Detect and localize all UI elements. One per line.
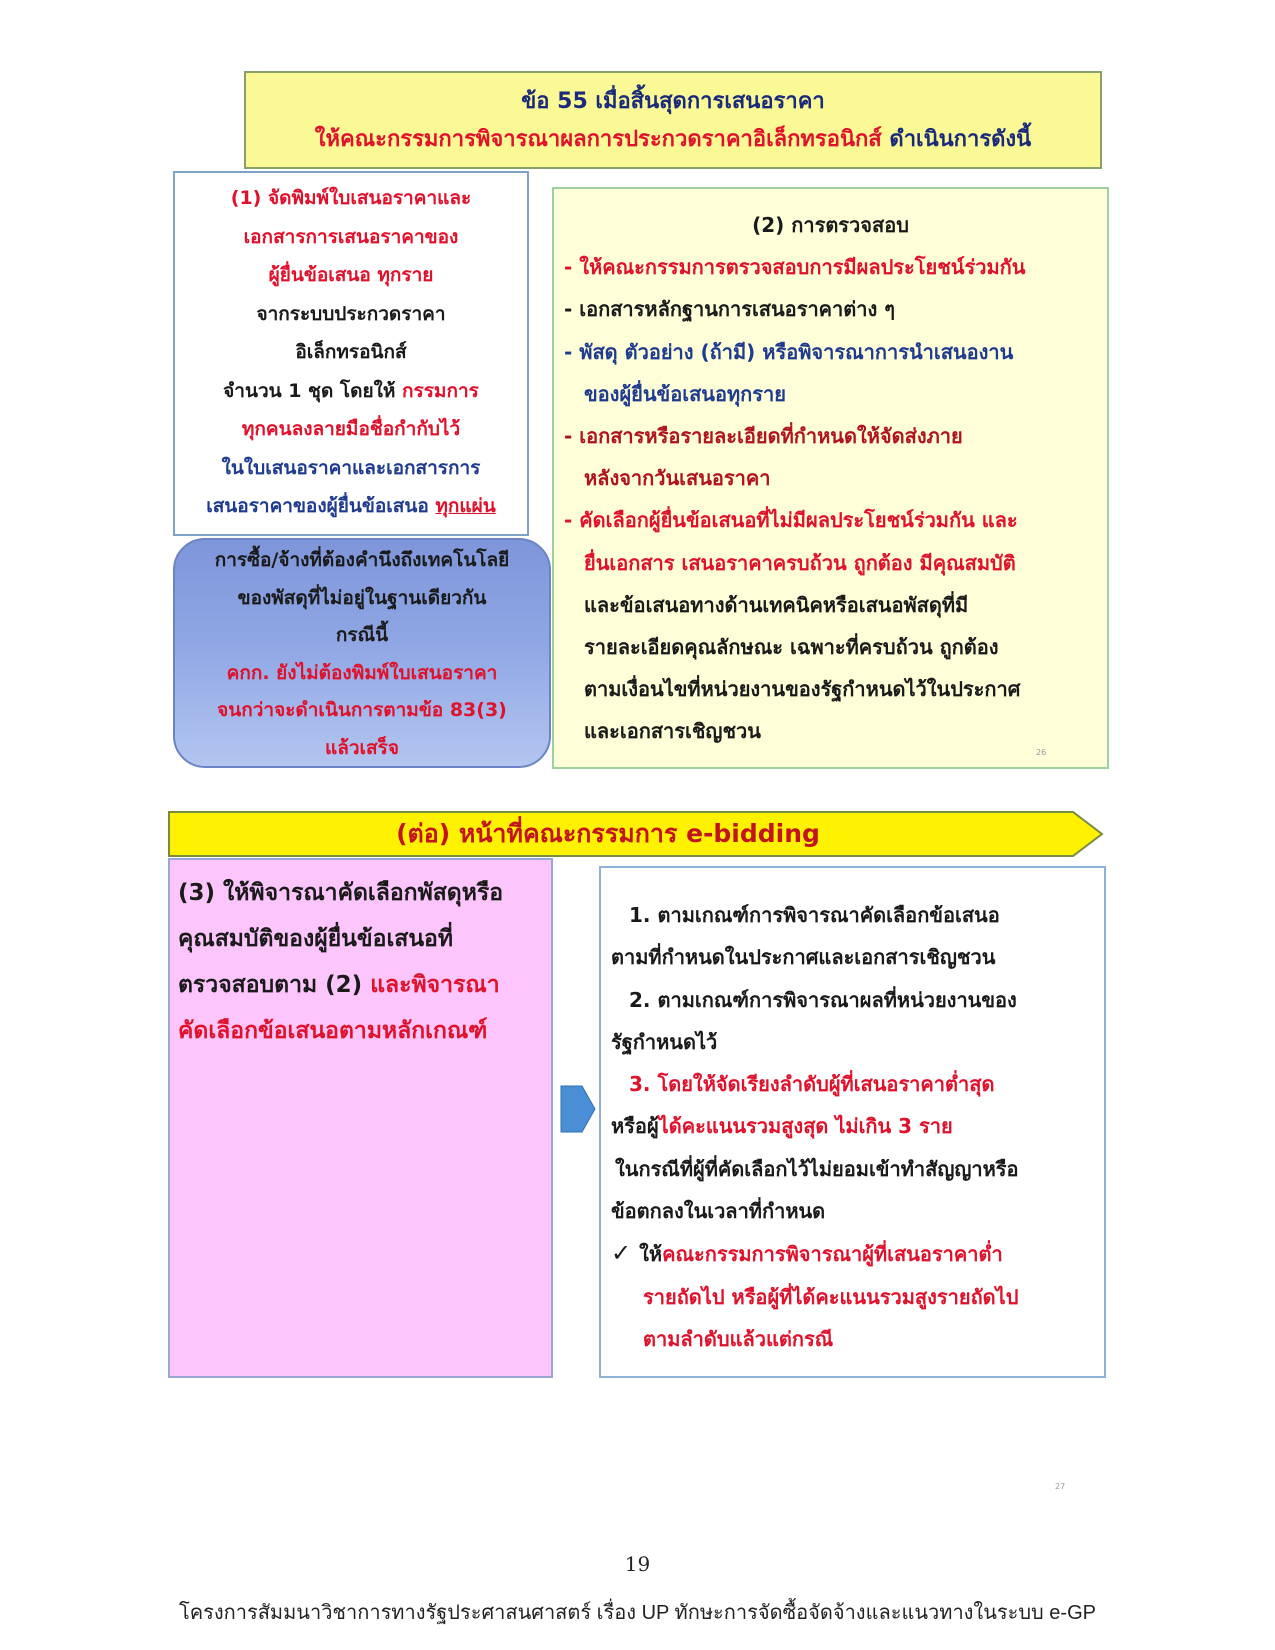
slide1-box1-line4: จากระบบประกวดราคา: [256, 302, 446, 325]
slide2-right-line6: [611, 1105, 1098, 1147]
slide1-box1-line2: เอกสารการเสนอราคาของ: [243, 225, 459, 248]
slide1-box1-line5: อิเล็กทรอนิกส์: [295, 341, 407, 363]
slide1-box2-line5: - เอกสารหรือรายละเอียดที่กำหนดให้จัดส่งภาย: [564, 424, 963, 449]
slide2-right-line1: 1. ตามเกณฑ์การพิจารณาคัดเลือกข้อเสนอ: [629, 903, 1000, 927]
slide1-note-line3: กรณีนี้: [335, 624, 389, 646]
slide1-box1-line8: ในใบเสนอราคาและเอกสารการ: [221, 456, 481, 479]
slide1-box1-line1: (1) จัดพิมพ์ใบเสนอราคาและ: [230, 187, 472, 209]
slide1-title-box: [244, 71, 1102, 169]
slide2-right-line8: ข้อตกลงในเวลาที่กำหนด: [611, 1199, 826, 1224]
slide2-left-line3-b: และพิจารณา: [370, 972, 500, 998]
slide1-box2-line4: ของผู้ยื่นข้อเสนอทุกราย: [584, 381, 786, 406]
slide1-box1-line9-a: เสนอราคาของผู้ยื่นข้อเสนอ: [206, 495, 436, 517]
slide1-inspection-box: [552, 187, 1109, 769]
slide2-pentagon-arrow-icon: [560, 1085, 596, 1133]
slide2-left-line2: คุณสมบัติของผู้ยื่นข้อเสนอที่: [178, 926, 454, 952]
slide1-title-line2-red: ให้คณะกรรมการพิจารณาผลการประกวดราคาอิเล็กทรอนิกส์: [314, 127, 882, 152]
checkmark-icon: ✓: [611, 1239, 632, 1268]
slide1-box1-line3: ผู้ยื่นข้อเสนอ ทุกราย: [268, 264, 434, 286]
slide2-right-line9: [611, 1232, 1098, 1275]
slide1-box1-line7: ทุกคนลงลายมือชื่อกำกับไว้: [241, 418, 461, 440]
slide1-box2-line8: ยื่นเอกสาร เสนอราคาครบถ้วน ถูกต้อง มีคุณสมบัติ: [584, 550, 1016, 575]
slide1-slide-number: 26: [1036, 748, 1047, 757]
slide1-box2-heading: [564, 204, 1097, 246]
slide2-right-line4: รัฐกำหนดไว้: [611, 1029, 718, 1054]
slide1-box2-line11: ตามเงื่อนไขที่หน่วยงานของรัฐกำหนดไว้ในประกาศ: [584, 677, 1021, 702]
slide1-box2-line6: หลังจากวันเสนอราคา: [584, 466, 771, 491]
slide1-note-line4: คกก. ยังไม่ต้องพิมพ์ใบเสนอราคา: [226, 661, 498, 684]
slide1-note-line5: จนกว่าจะดำเนินการตามข้อ 83(3): [217, 699, 507, 721]
slide2-banner-title: (ต่อ) หน้าที่คณะกรรมการ e-bidding: [396, 819, 820, 848]
slide2-right-line3: 2. ตามเกณฑ์การพิจารณาผลที่หน่วยงานของ: [629, 987, 1017, 1012]
slide1-technology-note: [173, 538, 551, 768]
slide1-box2-line10: รายละเอียดคุณลักษณะ เฉพาะที่ครบถ้วน ถูกต้อง: [584, 635, 999, 660]
slide1-box2-line3: - พัสดุ ตัวอย่าง (ถ้ามี) หรือพิจารณาการนำเสนองาน: [564, 339, 1014, 364]
slide2-right-line7: ในกรณีที่ผู้ที่คัดเลือกไว้ไม่ยอมเข้าทำสัญญาหรือ: [615, 1156, 1019, 1181]
slide1-note-line6: แล้วเสร็จ: [325, 736, 399, 759]
slide2-right-line9-a: ให้: [639, 1242, 663, 1267]
slide1-box2-line9: และข้อเสนอทางด้านเทคนิคหรือเสนอพัสดุที่มี: [584, 592, 969, 617]
slide2-left-line3-a: ตรวจสอบตาม (2): [178, 972, 371, 998]
slide1-box1-line9: [175, 487, 527, 526]
slide1-title-line1: ข้อ 55 เมื่อสิ้นสุดการเสนอราคา: [521, 89, 825, 114]
slide1-note-line2: ของพัสดุที่ไม่อยู่ในฐานเดียวกัน: [237, 586, 487, 609]
slide2-right-line6-a: หรือผู้: [611, 1114, 659, 1139]
slide2-right-line10: รายถัดไป หรือผู้ที่ได้คะแนนรวมสูงรายถัดไป: [643, 1284, 1019, 1309]
slide2-selection-box: [168, 858, 553, 1378]
slide1-box2-line2: - เอกสารหลักฐานการเสนอราคาต่าง ๆ: [564, 297, 895, 322]
slide2-right-line6-b: ได้คะแนนรวมสูงสุด ไม่เกิน 3 ราย: [658, 1114, 953, 1139]
slide2-left-line3: [178, 962, 551, 1008]
slide2-slide-number: 27: [1055, 1482, 1066, 1491]
slide1-box2-line12: และเอกสารเชิญชวน: [584, 719, 761, 744]
slide1-box2-line1: - ให้คณะกรรมการตรวจสอบการมีผลประโยชน์ร่วมกัน: [564, 255, 1026, 280]
slide1-box1-line9-b: ทุกแผ่น: [435, 495, 496, 517]
slide2-right-line2: ตามที่กำหนดในประกาศและเอกสารเชิญชวน: [611, 945, 996, 970]
slide2-right-line9-b: คณะกรรมการพิจารณาผู้ที่เสนอราคาต่ำ: [662, 1242, 1003, 1267]
slide2-left-line1: (3) ให้พิจารณาคัดเลือกพัสดุหรือ: [178, 880, 504, 906]
page-number: 19: [624, 1552, 651, 1576]
slide2-right-line5: 3. โดยให้จัดเรียงลำดับผู้ที่เสนอราคาต่ำสุด: [629, 1072, 995, 1097]
slide2-right-line11: ตามลำดับแล้วแต่กรณี: [643, 1326, 834, 1351]
page-footer: โครงการสัมมนาวิชาการทางรัฐประศาสนศาสตร์ เรื่อง UP ทักษะการจัดซื้อจัดจ้างและแนวทางในระบบ e-GP: [179, 1602, 1096, 1624]
slide1-title-line2-navy: ดำเนินการดังนี้: [881, 127, 1032, 152]
slide1-title-line2: [246, 121, 1100, 159]
slide1-note-line1: การซื้อ/จ้างที่ต้องคำนึงถึงเทคโนโลยี: [214, 549, 510, 571]
slide1-print-box: [173, 171, 529, 536]
slide2-left-line4: คัดเลือกข้อเสนอตามหลักเกณฑ์: [178, 1018, 488, 1044]
slide1-box2-line7: - คัดเลือกผู้ยื่นข้อเสนอที่ไม่มีผลประโยชน์ร่วมกัน และ: [564, 508, 1018, 533]
slide1-box1-line6: [175, 372, 527, 411]
slide1-box1-line6-a: จำนวน 1 ชุด โดยให้: [223, 379, 402, 402]
slide1-box2-heading-text: (2) การตรวจสอบ: [752, 213, 909, 237]
slide1-box1-line6-b: กรรมการ: [402, 379, 479, 402]
slide2-criteria-box: [599, 866, 1106, 1378]
